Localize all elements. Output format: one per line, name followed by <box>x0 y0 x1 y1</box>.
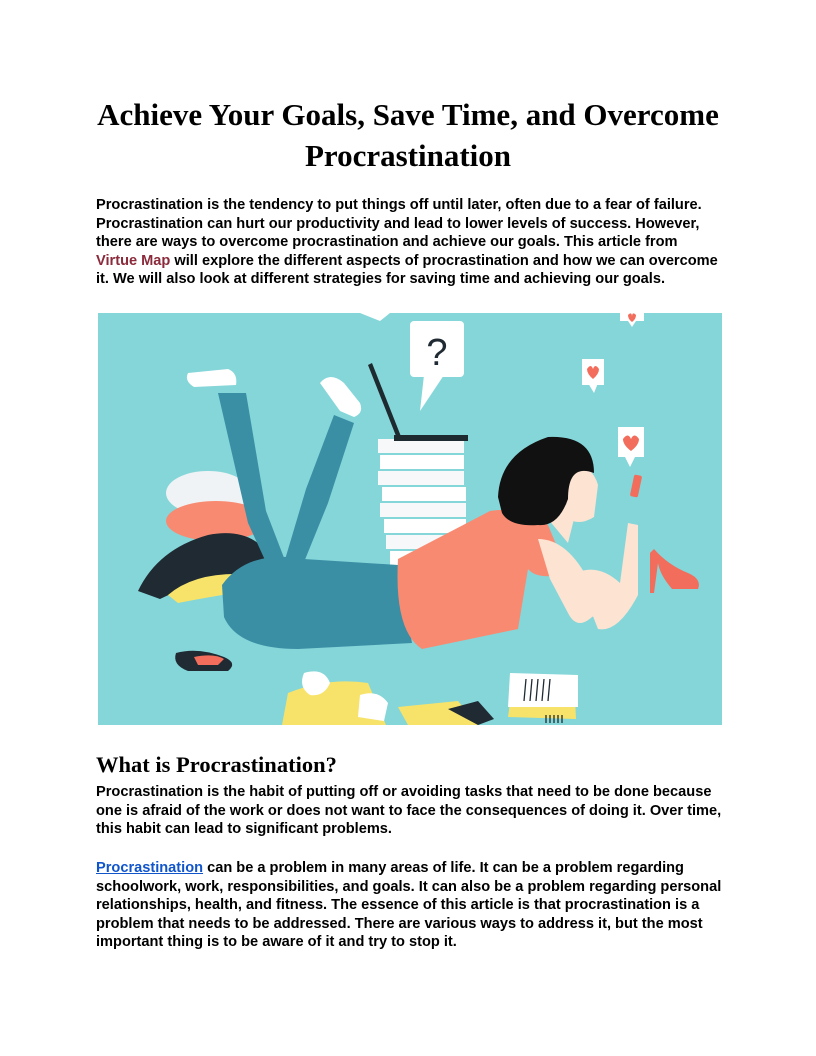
body-paragraph <box>96 859 722 952</box>
procrastination-link[interactable]: Procrastination <box>96 860 204 876</box>
intro-paragraph <box>96 196 720 289</box>
body-paragraph: Procrastination is the habit of putting off or avoiding tasks that need to be done because one is afraid of the work or does not want to face the consequences of doing it. Over time, this habit can lead to significant problems. <box>96 784 722 838</box>
virtue-map-link[interactable]: Virtue Map <box>96 252 171 269</box>
article-title: Achieve Your Goals, Save Time, and Overcome Procrastination <box>97 97 719 173</box>
svg-text:?: ? <box>426 332 448 374</box>
hero-illustration <box>98 313 722 725</box>
intro-text-start: Procrastination is the tendency to put things off until later, often due to a fear of failure. Procrastination can hurt our productivity and lead to lower levels of success. However, there are ways to overcome procrastination and achieve our goals. This article from <box>96 197 702 251</box>
body-paragraph-text: can be a problem in many areas of life. It can be a problem regarding schoolwork, work, responsibilities, and goals. It can also be a problem regarding personal relationships, health, and fitness. The essence of this article is that procrastination is a problem that needs to be addressed. There are various ways to address it, but the most important thing is to be aware of it and try to stop it. <box>96 860 722 951</box>
intro-text-end: will explore the different aspects of procrastination and how we can overcome it. We will also look at different strategies for saving time and achieving our goals. <box>96 252 718 288</box>
section-heading: What is Procrastination? <box>96 752 337 777</box>
